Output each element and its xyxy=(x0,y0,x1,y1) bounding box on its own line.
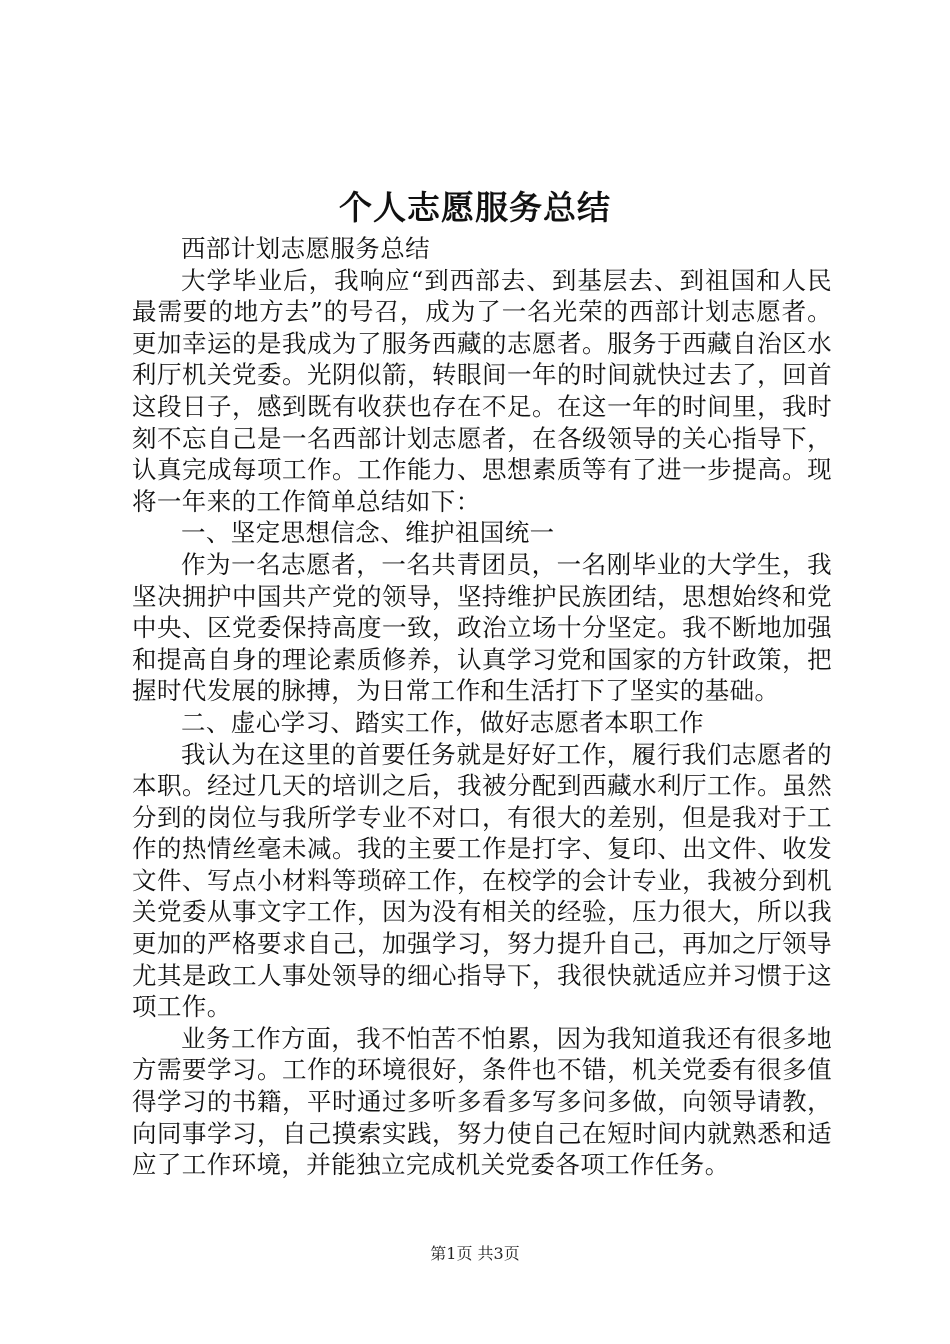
body-paragraph: 我认为在这里的首要任务就是好好工作，履行我们志愿者的本职。经过几天的培训之后，我被分配到西藏水利厅工作。虽然分到的岗位与我所学专业不对口，有很大的差别，但是我对于工作的热情丝毫未减。我的主要工作是打字、复印、出文件、收发文件、写点小材料等琐碎工作，在校学的会计专业，我被分到机关党委从事文字工作，因为没有相关的经验，压力很大，所以我更加的严格要求自己，加强学习，努力提升自己，再加之厅领导尤其是政工人事处领导的细心指导下，我很快就适应并习惯于这项工作。 xyxy=(132,739,832,1022)
page-footer: 第1页 共3页 xyxy=(430,1244,520,1263)
document-title: 个人志愿服务总结 xyxy=(339,188,611,227)
body-paragraph: 业务工作方面，我不怕苦不怕累，因为我知道我还有很多地方需要学习。工作的环境很好，条件也不错，机关党委有很多值得学习的书籍，平时通过多听多看多写多问多做，向领导请教，向同事学习，自己摸索实践，努力使自己在短时间内就熟悉和适应了工作环境，并能独立完成机关党委各项工作任务。 xyxy=(132,1023,832,1180)
section-heading-1: 一、坚定思想信念、维护祖国统一 xyxy=(181,518,555,548)
intro-paragraph: 大学毕业后，我响应“到西部去、到基层去、到祖国和人民最需要的地方去”的号召，成为了一名光荣的西部计划志愿者。更加幸运的是我成为了服务西藏的志愿者。服务于西藏自治区水利厅机关党委。光阴似箭，转眼间一年的时间就快过去了，回首这段日子，感到既有收获也存在不足。在这一年的时间里，我时刻不忘自己是一名西部计划志愿者，在各级领导的关心指导下，认真完成每项工作。工作能力、思想素质等有了进一步提高。现将一年来的工作简单总结如下： xyxy=(132,265,832,516)
body-paragraph: 作为一名志愿者，一名共青团员，一名刚毕业的大学生，我坚决拥护中国共产党的领导，坚持维护民族团结，思想始终和党中央、区党委保持高度一致，政治立场十分坚定。我不断地加强和提高自身的理论素质修养，认真学习党和国家的方针政策，把握时代发展的脉搏，为日常工作和生活打下了坚实的基础。 xyxy=(132,549,832,706)
section-heading-2: 二、虚心学习、踏实工作，做好志愿者本职工作 xyxy=(181,707,704,737)
section-subtitle: 西部计划志愿服务总结 xyxy=(181,234,430,263)
document-body xyxy=(132,233,832,1181)
